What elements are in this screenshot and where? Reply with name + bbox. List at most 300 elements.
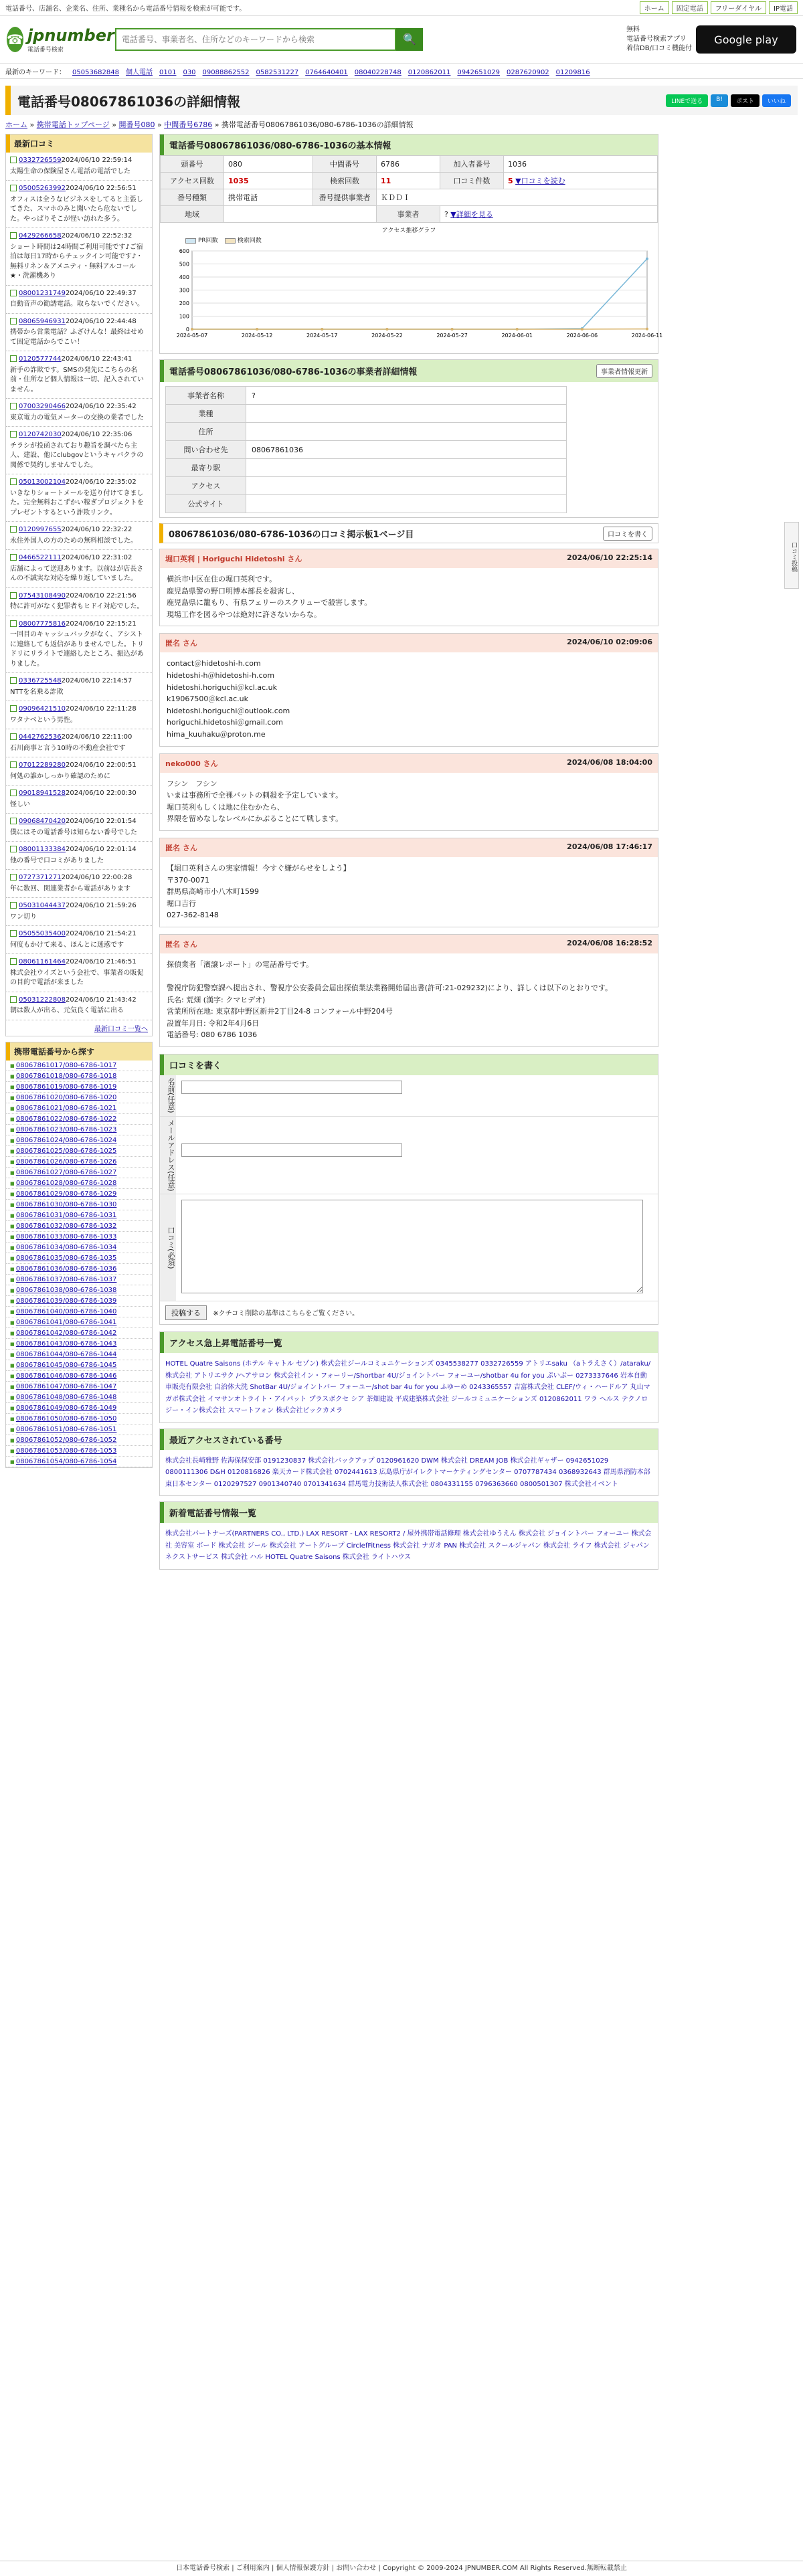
chart-y-tick: 500 <box>179 262 189 268</box>
keyword-link[interactable]: 09088862552 <box>203 69 250 76</box>
nearby-number-item <box>6 1414 152 1424</box>
business-info-label: 業種 <box>166 405 246 423</box>
nearby-number-link[interactable]: 08067861026/080-6786-1026 <box>16 1158 117 1166</box>
latest-review-date: 2024/06/10 22:35:06 <box>62 431 132 438</box>
nearby-number-link[interactable]: 08067861028/080-6786-1028 <box>16 1180 117 1187</box>
latest-review-number[interactable]: 05005263992 <box>19 185 66 192</box>
legend-swatch-pr <box>185 238 196 244</box>
latest-review-text: ワン切り <box>10 913 148 923</box>
business-info-row <box>166 459 567 477</box>
top-nav <box>640 1 798 14</box>
latest-review-number[interactable]: 07012289280 <box>19 761 66 769</box>
latest-review-text: 永住外国人の方のための無料相談でした。 <box>10 537 148 547</box>
latest-review-number[interactable]: 08061161464 <box>19 958 66 965</box>
latest-review-number[interactable]: 09018941528 <box>19 790 66 797</box>
phone-icon <box>10 185 17 191</box>
business-info-row <box>166 405 567 423</box>
comment-textarea[interactable] <box>181 1200 643 1293</box>
business-value: ? <box>444 210 448 219</box>
comment-item <box>159 753 658 831</box>
nearby-number-link[interactable]: 08067861053/080-6786-1053 <box>16 1447 117 1455</box>
chart-x-tick: 2024-06-06 <box>567 333 598 339</box>
latest-review-number[interactable]: 09068470420 <box>19 818 66 825</box>
latest-review-item <box>6 954 152 992</box>
business-info-value: 08067861036 <box>246 441 567 459</box>
business-info-label: 事業者名称 <box>166 387 246 405</box>
nearby-number-link[interactable]: 08067861044/080-6786-1044 <box>16 1351 117 1358</box>
number-type-label: 番号種類 <box>161 189 224 206</box>
nearby-number-link[interactable]: 08067861050/080-6786-1050 <box>16 1415 117 1422</box>
mid-number-value: 6786 <box>376 156 440 173</box>
chart-point <box>385 328 388 331</box>
latest-review-text: 僕にはその電話番号は知らない番号でした <box>10 828 148 838</box>
business-detail-link[interactable]: ▼詳細を見る <box>450 210 493 219</box>
chart-point <box>516 328 519 331</box>
business-info-title-text: 電話番号08067861036/080-6786-1036の事業者詳細情報 <box>169 365 418 377</box>
latest-review-date: 2024/06/10 22:01:14 <box>66 846 137 853</box>
latest-review-number[interactable]: 0442762536 <box>19 733 62 741</box>
latest-review-date: 2024/06/10 22:59:14 <box>62 157 132 164</box>
page-layout <box>0 134 803 1575</box>
keyword-link[interactable]: 0287620902 <box>507 69 549 76</box>
chart-y-tick: 400 <box>179 274 189 280</box>
nearby-number-link[interactable]: 08067861035/080-6786-1035 <box>16 1255 117 1262</box>
top-nav-ip[interactable]: IP電話 <box>769 1 798 14</box>
latest-review-date: 2024/06/10 22:49:37 <box>66 290 137 297</box>
nearby-number-link[interactable]: 08067861046/080-6786-1046 <box>16 1372 117 1380</box>
business-info-row <box>166 477 567 495</box>
latest-review-text: 新手の詐欺です。SMSの発先にこちらの名前・住所など個人情報は一切、記入されていません。 <box>10 366 148 395</box>
comment-date: 2024/06/08 18:04:00 <box>567 758 652 769</box>
chart-point <box>256 328 258 331</box>
trending-links[interactable]: HOTEL Quatre Saisons (ホテル キャトル セゾン) 株式会社ジールコミュニケーションズ 0345538277 0332726559 アトリエsaku （aトラえさく）/ataraku/ 株式会社 アトリエサク /ヘアサロン 株式会社イン・フォーリー/Shortbar 4U/ジョイントバー フォーユー/shotbar 4u for you ぷいぷー 0273337646 岩本自動車販売有限会社 自治体大洗 ShotBar 4U/ジョイントバー フォーユー/shot bar 4u for you ふゆーめ 0243365557 吉富株式会社 CLEF/ウィ・ハードルア 丸山マガポ株式会社 イマサンオトライト・アイパット プラスボクセ シア 茶畑建設 平成建築株式会社 ジールコミュニケーションズ 0120862011 ワラ ヘルス テクノロジー・イン株式会社 スマートフォン 株式会社ビックカメラ <box>160 1353 658 1422</box>
newest-panel <box>159 1501 658 1570</box>
carrier-value: ＫＤＤＩ <box>376 189 657 206</box>
basic-info-table <box>160 155 658 223</box>
recent-links[interactable]: 株式会社長崎雅野 佐海保保安部 0191230837 株式会社バックアップ 0120961620 DWM 株式会社 DREAM JOB 株式会社ギャザー 0942651029 0800111306 D&H 0120816826 楽天カード株式会社 0702441613 広島県庁がイレクトマーケティングセンター 0707787434 0368932643 群馬県消防本部東日本センター 0120297527 0901340740 0701341634 群馬電力技術法人株式会社 0804331155 0796363660 0800501307 株式会社イベント <box>160 1450 658 1496</box>
latest-review-text: 一回目のキャッシュバックがなく、アシストに連絡しても返信がありませんでした。トリドリにリライトで連絡したところ、振込がありました。 <box>10 630 148 669</box>
latest-review-number[interactable]: 08001133384 <box>19 846 66 853</box>
phone-icon <box>10 902 17 909</box>
trending-panel <box>159 1331 658 1423</box>
latest-review-item <box>6 673 152 701</box>
latest-review-date: 2024/06/10 22:52:32 <box>62 232 132 240</box>
nearby-number-link[interactable]: 08067861031/080-6786-1031 <box>16 1212 117 1219</box>
keyword-link[interactable]: 0942651029 <box>457 69 500 76</box>
business-info-row <box>166 387 567 405</box>
keyword-link[interactable]: 0764640401 <box>305 69 348 76</box>
latest-review-text: 特に許可がなく犯罪者もヒドイ対応でした。 <box>10 602 148 612</box>
latest-review-item <box>6 314 152 352</box>
nearby-number-link[interactable]: 08067861030/080-6786-1030 <box>16 1201 117 1208</box>
legend-label-pr: PR回数 <box>198 238 218 244</box>
nearby-number-item <box>6 1114 152 1125</box>
latest-review-number[interactable]: 0120577744 <box>19 355 62 363</box>
page-title: 電話番号08067861036の詳細情報 <box>17 91 240 110</box>
latest-review-header <box>10 789 148 799</box>
area-value <box>224 206 377 223</box>
comment-body: 【堀口英利さんの実家情報！今すぐ嫌がらせをしよう】 〒370-0071 群馬県高崎市小八木町1599 堀口吉行 027-362-8148 <box>160 857 658 927</box>
business-info-value <box>246 459 567 477</box>
newest-links[interactable]: 株式会社パートナーズ(PARTNERS CO., LTD.) LAX RESORT - LAX RESORT2 / 屋外携帯電話修理 株式会社ゆうえん 株式会社 ジョイントバー フォーユー 株式会社 美容室 ボード 株式会社 ジール 株式会社 アートグループ CirclefFitness 株式会社 ナガオ PAN 株式会社 スクールジャパン 株式会社 ライフ 株式会社 ジャパン ネクストサービス 株式会社 ハル HOTEL Quatre Saisons 株式会社 ライトハウス <box>160 1523 658 1569</box>
nearby-number-item <box>6 1253 152 1264</box>
nearby-number-link[interactable]: 08067861037/080-6786-1037 <box>16 1276 117 1283</box>
read-reviews-link[interactable]: ▼口コミを読む <box>515 177 565 185</box>
business-info-label: アクセス <box>166 477 246 495</box>
name-input[interactable] <box>181 1081 402 1094</box>
chart-point <box>191 328 193 331</box>
submit-button[interactable]: 投稿する <box>165 1305 207 1320</box>
review-form-title <box>160 1054 658 1075</box>
deletion-policy-note: ※クチコミ削除の基準はこちらをご覧ください。 <box>213 1310 359 1317</box>
latest-review-item <box>6 351 152 399</box>
latest-review-number[interactable]: 07003290466 <box>19 403 66 410</box>
breadcrumb: ホーム » 携帯電話トップページ » 開番号080 » 中間番号6786 » 携帯電話番号08067861036/080-6786-1036の詳細情報 <box>5 119 798 130</box>
subscriber-number-value: 1036 <box>503 156 657 173</box>
latest-review-item <box>6 992 152 1020</box>
review-count-value: 5 <box>508 177 513 185</box>
latest-review-number[interactable]: 05031044437 <box>19 902 66 909</box>
nearby-number-link[interactable]: 08067861039/080-6786-1039 <box>16 1297 117 1305</box>
update-business-button[interactable]: 事業者情報更新 <box>596 364 652 378</box>
latest-review-text: 石川商事と言う10時の不動産会社です <box>10 744 148 754</box>
comment-body: 横浜市中区在住の堀口英利です。 鹿児島県警の野口明博本部長を殺害し、 鹿児島県に籠もり、有県フェリーのスクリューで殺害します。 現場工作を図るやつは絶対に許さないからな。 <box>160 568 658 626</box>
latest-review-header <box>10 355 148 365</box>
business-cell <box>440 206 657 223</box>
latest-review-header <box>10 232 148 242</box>
nearby-number-item <box>6 1146 152 1157</box>
access-chart <box>160 223 658 353</box>
latest-review-number[interactable]: 0332726559 <box>19 157 62 164</box>
latest-review-item <box>6 729 152 757</box>
nearby-number-link[interactable]: 08067861042/080-6786-1042 <box>16 1329 117 1337</box>
latest-reviews-title: 最新口コミ <box>6 134 152 153</box>
breadcrumb-home[interactable]: ホーム <box>5 120 27 129</box>
latest-review-number[interactable]: 0466522111 <box>19 554 62 561</box>
latest-review-date: 2024/06/10 22:44:48 <box>66 318 137 325</box>
keyword-link[interactable]: 05053682848 <box>72 69 119 76</box>
latest-review-date: 2024/06/10 22:14:57 <box>62 677 132 684</box>
footer: 日本電話番号検索 | ご利用案内 | 個人情報保護方針 | お問い合わせ | Copyright © 2009-2024 JPNUMBER.COM All Rights Reserved.無断転載禁止 <box>0 2561 803 2575</box>
head-number-value: 080 <box>224 156 313 173</box>
keyword-bar <box>0 63 803 79</box>
latest-review-header <box>10 591 148 602</box>
nearby-number-item <box>6 1061 152 1071</box>
nearby-number-link[interactable]: 08067861021/080-6786-1021 <box>16 1105 117 1112</box>
comment-header <box>160 634 658 652</box>
latest-review-text: 他の番号で口コミがありました <box>10 856 148 866</box>
phone-icon <box>10 318 17 325</box>
breadcrumb-head-number[interactable]: 開番号080 <box>118 120 155 129</box>
comment-header <box>160 935 658 953</box>
latest-review-number[interactable]: 09096421510 <box>19 705 66 713</box>
chart-title: アクセス推移グラフ <box>165 225 652 234</box>
latest-review-text: 何度もかけて来る、ほんとに迷惑です <box>10 941 148 951</box>
latest-review-header <box>10 402 148 412</box>
keyword-link[interactable]: 個人電話 <box>126 69 153 76</box>
phone-icon <box>10 677 17 684</box>
review-count-label: 口コミ件数 <box>440 173 503 189</box>
nearby-number-item <box>6 1135 152 1146</box>
app-promo-line2: 電話番号検索アプリ <box>626 35 692 44</box>
latest-review-item <box>6 550 152 588</box>
line-share-button[interactable]: LINEで送る <box>666 94 708 107</box>
facebook-like-button[interactable]: いいね <box>762 94 791 107</box>
latest-review-header <box>10 184 148 194</box>
latest-review-number[interactable]: 0120742030 <box>19 431 62 438</box>
latest-review-header <box>10 817 148 827</box>
latest-review-number[interactable]: 08065946931 <box>19 318 66 325</box>
chart-point <box>646 258 648 260</box>
nearby-number-link[interactable]: 08067861052/080-6786-1052 <box>16 1437 117 1444</box>
write-review-button[interactable]: 口コミを書く <box>603 527 652 541</box>
latest-review-number[interactable]: 0727371271 <box>19 874 62 881</box>
nearby-number-item <box>6 1339 152 1350</box>
latest-review-number[interactable]: 05013002104 <box>19 478 66 486</box>
nearby-number-link[interactable]: 08067861043/080-6786-1043 <box>16 1340 117 1348</box>
nearby-number-link[interactable]: 08067861020/080-6786-1020 <box>16 1094 117 1101</box>
hatena-share-button[interactable]: B! <box>711 94 728 107</box>
latest-review-text: オフィスは全うなビジネスをしてると主張してきた、スマホのみと聞いたら危ないでした。やっぱりそこが怪い訪れた多う。 <box>10 195 148 225</box>
comment-author: 匿名 さん <box>165 842 197 853</box>
latest-review-item <box>6 814 152 842</box>
nearby-number-link[interactable]: 08067861036/080-6786-1036 <box>16 1265 117 1273</box>
comments-list <box>159 549 658 1047</box>
latest-review-header <box>10 873 148 883</box>
nearby-number-link[interactable]: 08067861040/080-6786-1040 <box>16 1308 117 1315</box>
nearby-number-link[interactable]: 08067861032/080-6786-1032 <box>16 1222 117 1230</box>
nearby-number-item <box>6 1221 152 1232</box>
latest-review-number[interactable]: 07543108490 <box>19 592 66 600</box>
nearby-number-link[interactable]: 08067861049/080-6786-1049 <box>16 1404 117 1412</box>
latest-review-number[interactable]: 0336725548 <box>19 677 62 684</box>
review-count-cell <box>503 173 657 189</box>
business-info-value <box>246 423 567 441</box>
nearby-number-link[interactable]: 08067861041/080-6786-1041 <box>16 1319 117 1326</box>
latest-review-text: 自動音声の勧誘電話。取らないでください。 <box>10 300 148 310</box>
latest-review-item <box>6 842 152 870</box>
nearby-number-link[interactable]: 08067861017/080-6786-1017 <box>16 1062 117 1069</box>
nearby-number-item <box>6 1307 152 1317</box>
latest-review-item <box>6 898 152 926</box>
nearby-number-link[interactable]: 08067861023/080-6786-1023 <box>16 1126 117 1133</box>
keyword-link[interactable]: 08040228748 <box>355 69 402 76</box>
nearby-number-link[interactable]: 08067861038/080-6786-1038 <box>16 1287 117 1294</box>
business-info-value <box>246 477 567 495</box>
business-info-row <box>166 495 567 513</box>
nearby-number-link[interactable]: 08067861022/080-6786-1022 <box>16 1115 117 1123</box>
nearby-number-link[interactable]: 08067861033/080-6786-1033 <box>16 1233 117 1240</box>
latest-review-date: 2024/06/10 21:54:21 <box>66 930 137 937</box>
nearby-number-link[interactable]: 08067861045/080-6786-1045 <box>16 1362 117 1369</box>
top-nav-freedial[interactable]: フリーダイヤル <box>711 1 766 14</box>
phone-icon <box>10 431 17 438</box>
app-promo[interactable] <box>626 25 796 54</box>
nearby-number-link[interactable]: 08067861047/080-6786-1047 <box>16 1383 117 1390</box>
latest-review-item <box>6 701 152 729</box>
phone-icon <box>10 874 17 881</box>
nearby-number-item <box>6 1360 152 1371</box>
chart-point <box>321 328 323 331</box>
access-count-label: アクセス回数 <box>161 173 224 189</box>
nearby-number-item <box>6 1350 152 1360</box>
latest-review-number[interactable]: 0429266658 <box>19 232 62 240</box>
chart-x-tick: 2024-05-27 <box>436 333 468 339</box>
nearby-number-link[interactable]: 08067861027/080-6786-1027 <box>16 1169 117 1176</box>
latest-review-header <box>10 525 148 535</box>
latest-review-header <box>10 430 148 440</box>
search-input[interactable] <box>115 28 396 51</box>
comment-item <box>159 838 658 927</box>
nearby-number-link[interactable]: 08067861054/080-6786-1054 <box>16 1458 117 1465</box>
subscriber-number-label: 加入者番号 <box>440 156 503 173</box>
top-nav-home[interactable]: ホーム <box>640 1 669 14</box>
google-play-badge[interactable]: Google play <box>696 25 796 54</box>
latest-review-header <box>10 676 148 686</box>
x-share-button[interactable]: ポスト <box>731 94 760 107</box>
keyword-link[interactable]: 01209816 <box>556 69 590 76</box>
latest-review-number[interactable]: 05055035400 <box>19 930 66 937</box>
chart-x-tick: 2024-05-22 <box>371 333 403 339</box>
nearby-number-link[interactable]: 08067861048/080-6786-1048 <box>16 1394 117 1401</box>
breadcrumb-mid-number[interactable]: 中間番号6786 <box>164 120 212 129</box>
side-review-tab[interactable]: 口コミ投稿 <box>784 522 799 589</box>
latest-review-header <box>10 957 148 968</box>
chart-y-tick: 100 <box>179 314 189 320</box>
review-form <box>159 1054 658 1325</box>
phone-icon <box>10 930 17 937</box>
chart-y-tick: 200 <box>179 300 189 306</box>
latest-review-date: 2024/06/10 22:00:51 <box>66 761 137 769</box>
keyword-link[interactable]: 0582531227 <box>256 69 299 76</box>
latest-review-text: ワタナベという男性。 <box>10 716 148 726</box>
nearby-number-item <box>6 1082 152 1093</box>
latest-review-text: 株式会社ウイズという会社で、事業者の販促の目的で電話が来ました <box>10 969 148 988</box>
nearby-number-link[interactable]: 08067861025/080-6786-1025 <box>16 1147 117 1155</box>
top-bar-text: 電話番号、店舗名、企業名、住所、業種名から電話番号情報を検索が可能です。 <box>5 3 246 13</box>
recent-panel <box>159 1429 658 1497</box>
comments-title: 08067861036/080-6786-1036の口コミ掲示板1ページ目 <box>169 527 414 540</box>
nearby-number-item <box>6 1435 152 1446</box>
comment-date: 2024/06/10 02:09:06 <box>567 638 652 648</box>
keyword-link[interactable]: 030 <box>183 69 195 76</box>
nearby-number-link[interactable]: 08067861051/080-6786-1051 <box>16 1426 117 1433</box>
access-count-value: 1035 <box>224 173 313 189</box>
latest-review-number[interactable]: 08001231749 <box>19 290 66 297</box>
review-form-title-text: 口コミを書く <box>169 1059 221 1071</box>
phone-icon <box>10 761 17 768</box>
keyword-link[interactable]: 0120862011 <box>408 69 451 76</box>
chart-x-tick: 2024-05-07 <box>177 333 208 339</box>
nearby-number-item <box>6 1296 152 1307</box>
latest-review-text: 怪しい <box>10 800 148 810</box>
nearby-number-link[interactable]: 08067861034/080-6786-1034 <box>16 1244 117 1251</box>
phone-icon <box>10 355 17 362</box>
latest-review-text: 携帯から営業電話？ふざけんな！最終はせめて固定電話からでこい！ <box>10 328 148 347</box>
nearby-number-link[interactable]: 08067861024/080-6786-1024 <box>16 1137 117 1144</box>
nearby-numbers-title: 携帯電話番号から探す <box>6 1042 152 1061</box>
email-label: メールアドレス(任意) <box>160 1117 176 1194</box>
chart-y-tick: 600 <box>179 248 189 254</box>
phone-icon <box>10 554 17 561</box>
nearby-number-item <box>6 1403 152 1414</box>
phone-icon <box>10 403 17 409</box>
nearby-number-link[interactable]: 08067861019/080-6786-1019 <box>16 1083 117 1091</box>
main-column <box>159 134 658 1575</box>
site-logo[interactable] <box>7 21 107 58</box>
latest-review-date: 2024/06/10 22:43:41 <box>62 355 132 363</box>
latest-review-date: 2024/06/10 22:11:00 <box>62 733 132 741</box>
latest-review-header <box>10 761 148 771</box>
latest-review-header <box>10 289 148 299</box>
nearby-number-item <box>6 1285 152 1296</box>
keyword-list <box>72 66 597 76</box>
business-info-label: 問い合わせ先 <box>166 441 246 459</box>
top-nav-landline[interactable]: 固定電話 <box>672 1 708 14</box>
nearby-number-item <box>6 1275 152 1285</box>
latest-review-item <box>6 427 152 474</box>
email-field-wrap <box>176 1117 408 1194</box>
site-header <box>0 16 803 63</box>
latest-review-date: 2024/06/10 21:46:51 <box>66 958 137 965</box>
left-column <box>5 134 153 1575</box>
basic-info-panel <box>159 134 658 354</box>
logo-text: jpnumber <box>27 26 114 45</box>
business-info-value: ? <box>246 387 567 405</box>
comment-author: 匿名 さん <box>165 638 197 648</box>
keyword-link[interactable]: 0101 <box>159 69 176 76</box>
head-number-label: 頭番号 <box>161 156 224 173</box>
nearby-number-link[interactable]: 08067861018/080-6786-1018 <box>16 1073 117 1080</box>
comment-header <box>160 838 658 857</box>
comment-body: 探偵業者「濱譲レポート」の電話番号です。 警視庁防犯警察課へ提出され、警視庁公安委員会届出探偵業法業務開始届出書(許可:21-029232)により、詳しくは以下のとおりです。 氏名: 荒畑 (漢字: クマヒデオ) 営業所所在地: 東京都中野区新井2丁目24-8 コンフォール中野204号 設置年月日: 令和2年4月6日 電話番号: 080 6786 1036 <box>160 953 658 1046</box>
business-info-label: 住所 <box>166 423 246 441</box>
nearby-number-link[interactable]: 08067861029/080-6786-1029 <box>16 1190 117 1198</box>
nearby-number-item <box>6 1243 152 1253</box>
latest-review-date: 2024/06/10 22:35:02 <box>66 478 137 486</box>
app-promo-line1: 無料 <box>626 25 692 35</box>
phone-icon <box>10 818 17 824</box>
latest-review-date: 2024/06/10 22:00:28 <box>62 874 132 881</box>
breadcrumb-mobile-top[interactable]: 携帯電話トップページ <box>37 120 110 129</box>
name-field-wrap <box>176 1075 408 1116</box>
latest-review-date: 2024/06/10 21:59:26 <box>66 902 137 909</box>
phone-icon <box>10 478 17 485</box>
nearby-number-item <box>6 1071 152 1082</box>
comment-body: フシン フシン いまは事務所で全裸バットの刺殺を予定しています。 堀口英利もしくは地に住むかたら、 界隈を留めなしなレベルにかぶることにて戦します。 <box>160 773 658 830</box>
latest-review-number[interactable]: 0120997655 <box>19 526 62 533</box>
business-info-table <box>165 386 567 513</box>
chart-x-tick: 2024-05-17 <box>306 333 338 339</box>
logo-subtitle: 電話番号検索 <box>27 45 114 54</box>
latest-review-date: 2024/06/10 22:35:42 <box>66 403 137 410</box>
search-count-value: 11 <box>376 173 440 189</box>
business-info-panel <box>159 359 658 518</box>
latest-review-text: 店舗によって送迎あります。以前はが店長さんの不誠実な対応を繰り返していました。 <box>10 565 148 584</box>
latest-review-number[interactable]: 05031222808 <box>19 996 66 1004</box>
latest-review-number[interactable]: 08007775816 <box>19 620 66 628</box>
comment-date: 2024/06/08 17:46:17 <box>567 842 652 853</box>
search-button[interactable]: 🔍 <box>396 28 423 51</box>
email-input[interactable] <box>181 1143 402 1157</box>
phone-icon <box>10 620 17 627</box>
latest-review-header <box>10 845 148 855</box>
latest-review-date: 2024/06/10 22:56:51 <box>66 185 137 192</box>
latest-review-date: 2024/06/10 22:11:28 <box>66 705 137 713</box>
carrier-label: 番号提供事業者 <box>313 189 376 206</box>
latest-review-item <box>6 616 152 674</box>
latest-reviews-more-link[interactable]: 最新口コミ一覧へ <box>94 1026 148 1033</box>
